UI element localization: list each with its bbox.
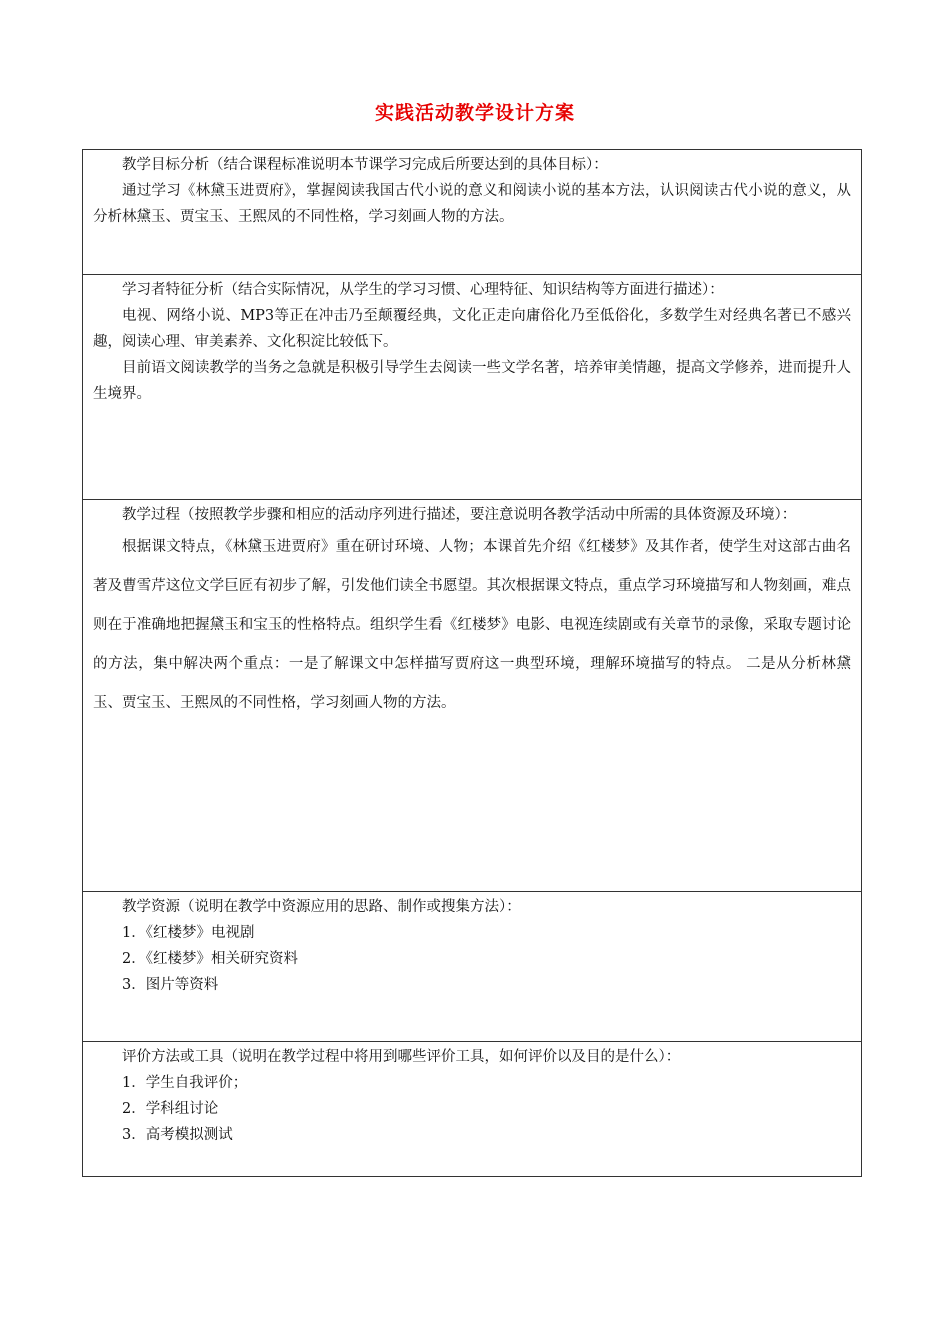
learner-section xyxy=(83,275,861,500)
evaluation-section xyxy=(83,1042,861,1176)
section-paragraph: 电视、网络小说、MP3等正在冲击乃至颠覆经典，文化正走向庸俗化乃至低俗化，多数学生对经典名著已不感兴趣，阅读心理、审美素养、文化积淀比较低下。 xyxy=(93,308,851,350)
section-heading: 教学过程（按照教学步骤和相应的活动序列进行描述，要注意说明各教学活动中所需的具体资源及环境）： xyxy=(122,507,797,523)
page-title: 实践活动教学设计方案 xyxy=(374,102,575,124)
process-section xyxy=(83,500,861,892)
list-item: 2．《红楼梦》相关研究资料 xyxy=(122,951,298,967)
list-item: 2．学科组讨论 xyxy=(122,1101,219,1117)
objective-section xyxy=(83,150,861,275)
section-heading: 评价方法或工具（说明在教学过程中将用到哪些评价工具，如何评价以及目的是什么）： xyxy=(122,1049,681,1065)
section-heading: 教学资源（说明在教学中资源应用的思路、制作或搜集方法）： xyxy=(122,899,521,915)
list-item: 3．图片等资料 xyxy=(122,977,219,993)
list-item: 1．《红楼梦》电视剧 xyxy=(122,925,255,941)
section-paragraph: 目前语文阅读教学的当务之急就是积极引导学生去阅读一些文学名著，培养审美情趣，提高文学修养，进而提升人生境界。 xyxy=(93,360,851,402)
resources-section xyxy=(83,892,861,1042)
section-paragraph: 通过学习《林黛玉进贾府》，掌握阅读我国古代小说的意义和阅读小说的基本方法，认识阅读古代小说的意义，从分析林黛玉、贾宝玉、王熙凤的不同性格，学习刻画人物的方法。 xyxy=(93,183,851,225)
section-paragraph: 根据课文特点，《林黛玉进贾府》重在研讨环境、人物；本课首先介绍《红楼梦》及其作者，使学生对这部古曲名著及曹雪芹这位文学巨匠有初步了解，引发他们读全书愿望。其次根据课文特点，重点学习环境描写和人物刻画，难点则在于准确地把握黛玉和宝玉的性格特点。组织学生看《红楼梦》电影、电视连续剧或有关章节的录像，采取专题讨论的方法，集中解决两个重点：一是了解课文中怎样描写贾府这一典型环境，理解环境描写的特点。 二是从分析林黛玉、贾宝玉、王熙凤的不同性格，学习刻画人物的方法。 xyxy=(93,539,851,711)
section-heading: 教学目标分析（结合课程标准说明本节课学习完成后所要达到的具体目标）： xyxy=(122,157,608,173)
section-heading: 学习者特征分析（结合实际情况，从学生的学习习惯、心理特征、知识结构等方面进行描述）： xyxy=(122,282,724,298)
list-item: 3．高考模拟测试 xyxy=(122,1127,233,1143)
list-item: 1．学生自我评价； xyxy=(122,1075,248,1091)
lesson-plan-table xyxy=(82,149,862,1177)
